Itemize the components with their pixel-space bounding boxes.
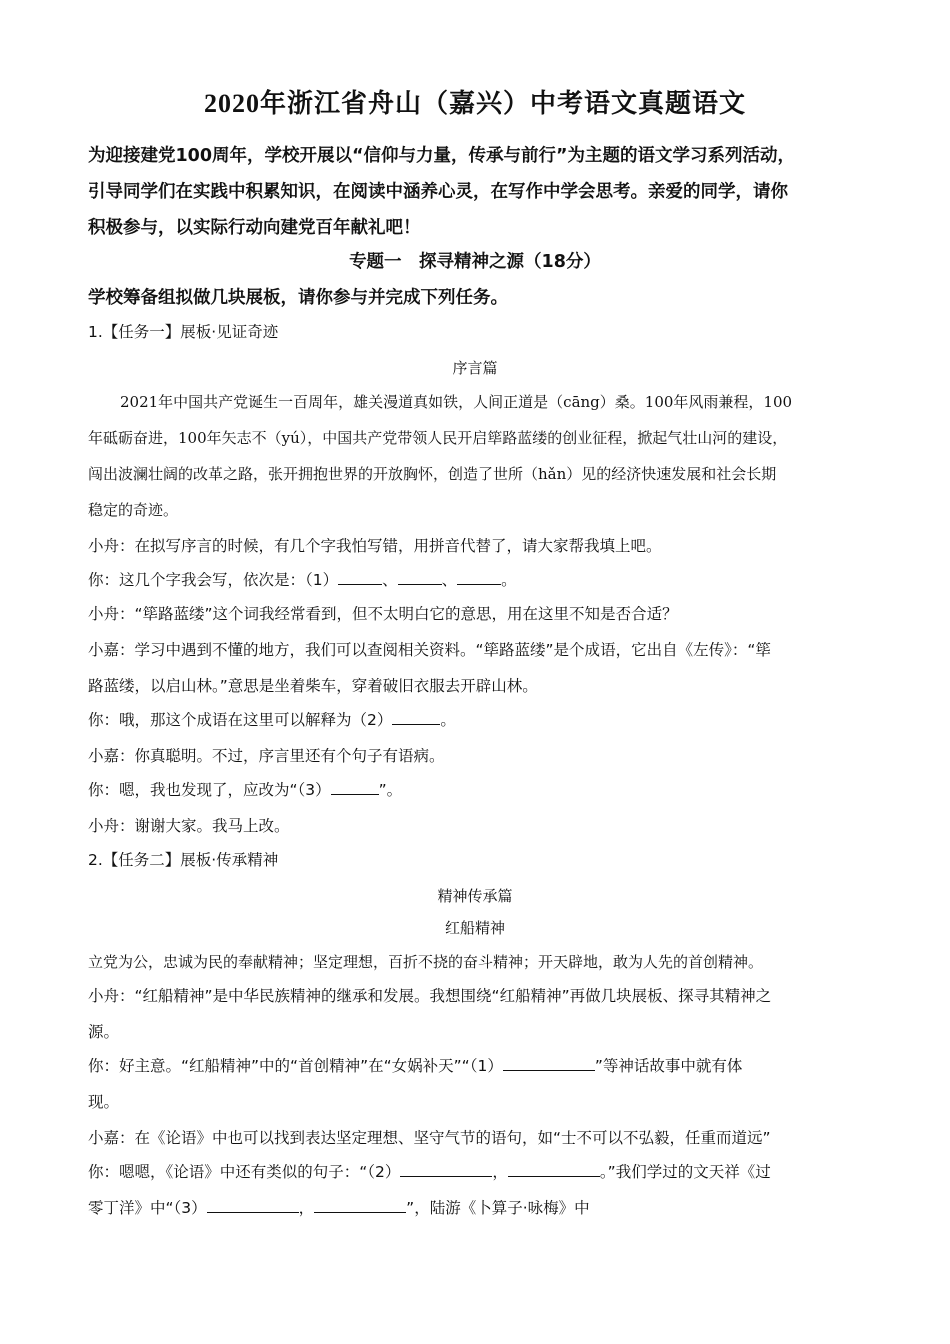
dialog-line-fill (88, 566, 878, 594)
answer-blank[interactable] (392, 710, 440, 725)
dialog-line-fill (88, 1158, 878, 1186)
answer-blank[interactable] (508, 1162, 600, 1177)
dialog-line: 小舟：“筚路蓝缕”这个词我经常看到，但不太明白它的意思，用在这里不知是否合适？ (88, 605, 678, 623)
dialog-text: 你：嗯，我也发现了，应改为“（3） (88, 781, 331, 799)
dialog-line: 路蓝缕，以启山林。”意思是坐着柴车，穿着破旧衣服去开辟山林。 (88, 677, 538, 695)
dialog-text: ， (492, 1163, 508, 1181)
intro-line: 引导同学们在实践中积累知识，在阅读中涵养心灵，在写作中学会思考。亲爱的同学，请你 (88, 182, 788, 202)
intro-paragraph (88, 138, 868, 246)
dialog-text: 你：哦，那这个成语在这里可以解释为（2） (88, 711, 393, 729)
dialog-line: 小舟：“红船精神”是中华民族精神的继承和发展。我想围绕“红船精神”再做几块展板、探寻其精神之 (88, 987, 772, 1005)
dialog-line: 小嘉：在《论语》中也可以找到表达坚定理想、坚守气节的语句，如“士不可以不弘毅，任重而道远” (88, 1129, 771, 1147)
section-title: 专题一 探寻精神之源（18分） (349, 252, 601, 272)
dialog-text: 你：嗯嗯，《论语》中还有类似的句子：“（2） (88, 1163, 401, 1181)
dialog-text: 、 (382, 571, 398, 589)
dialog-line: 小嘉：学习中遇到不懂的地方，我们可以查阅相关资料。“筚路蓝缕”是个成语，它出自《左传》：“筚 (88, 641, 771, 659)
redboat-text: 立党为公，忠诚为民的奉献精神；坚定理想，百折不挠的奋斗精神；开天辟地，敢为人先的首创精神。 (88, 953, 764, 971)
dialog-line: 源。 (88, 1023, 120, 1041)
dialog-text: 你：这几个字我会写，依次是：（1） (88, 571, 339, 589)
dialog-text: ”。 (378, 781, 403, 799)
answer-blank[interactable] (331, 780, 379, 795)
spirit-title: 精神传承篇 (437, 887, 513, 905)
dialog-line-fill (88, 776, 878, 804)
answer-blank[interactable] (207, 1198, 299, 1213)
dialog-line: 小舟：谢谢大家。我马上改。 (88, 817, 290, 835)
dialog-line-fill (88, 1052, 878, 1080)
dialog-text: 零丁洋》中“（3） (88, 1199, 207, 1217)
preface-title: 序言篇 (452, 359, 498, 377)
section-description: 学校筹备组拟做几块展板，请你参与并完成下列任务。 (88, 288, 508, 308)
dialog-text: 你：好主意。“红船精神”中的“首创精神”在“女娲补天”“（1） (88, 1057, 503, 1075)
preface-line: 2021年中国共产党诞生一百周年，雄关漫道真如铁，人间正道是（cāng）桑。100年风雨兼程，100 (120, 393, 793, 411)
preface-line: 闯出波澜壮阔的改革之路，张开拥抱世界的开放胸怀，创造了世所（hǎn）见的经济快速发展和社会长期 (88, 465, 777, 483)
answer-blank[interactable] (338, 570, 382, 585)
dialog-line: 小舟：在拟写序言的时候，有几个字我怕写错，用拼音代替了，请大家帮我填上吧。 (88, 537, 662, 555)
answer-blank[interactable] (314, 1198, 406, 1213)
preface-line: 年砥砺奋进，100年矢志不（yú），中国共产党带领人民开启筚路蓝缕的创业征程，掀起气壮山河的建设， (88, 429, 788, 447)
task2-heading: 2.【任务二】展板·传承精神 (88, 851, 279, 869)
dialog-line: 小嘉：你真聪明。不过，序言里还有个句子有语病。 (88, 747, 445, 765)
document-title: 2020年浙江省舟山（嘉兴）中考语文真题语文 (203, 89, 746, 118)
dialog-text: ”，陆游《卜算子·咏梅》中 (406, 1199, 590, 1217)
dialog-text: ”等神话故事中就有体 (594, 1057, 743, 1075)
dialog-text: 。 (501, 571, 517, 589)
preface-line: 稳定的奇迹。 (88, 501, 179, 519)
dialog-line: 现。 (88, 1093, 120, 1111)
dialog-text: 。”我们学过的文天祥《过 (599, 1163, 771, 1181)
answer-blank[interactable] (400, 1162, 492, 1177)
dialog-line-fill (88, 1194, 878, 1222)
dialog-text: 、 (441, 571, 458, 589)
intro-line: 为迎接建党100周年，学校开展以“信仰与力量，传承与前行”为主题的语文学习系列活动， (88, 146, 796, 166)
dialog-text: ， (298, 1199, 315, 1217)
task1-heading: 1.【任务一】展板·见证奇迹 (88, 323, 279, 341)
dialog-text: 。 (440, 711, 456, 729)
intro-line: 积极参与，以实际行动向建党百年献礼吧！ (88, 218, 421, 238)
dialog-line-fill (88, 706, 878, 734)
answer-blank[interactable] (503, 1056, 595, 1071)
redboat-title: 红船精神 (444, 919, 505, 937)
answer-blank[interactable] (398, 570, 442, 585)
answer-blank[interactable] (457, 570, 501, 585)
